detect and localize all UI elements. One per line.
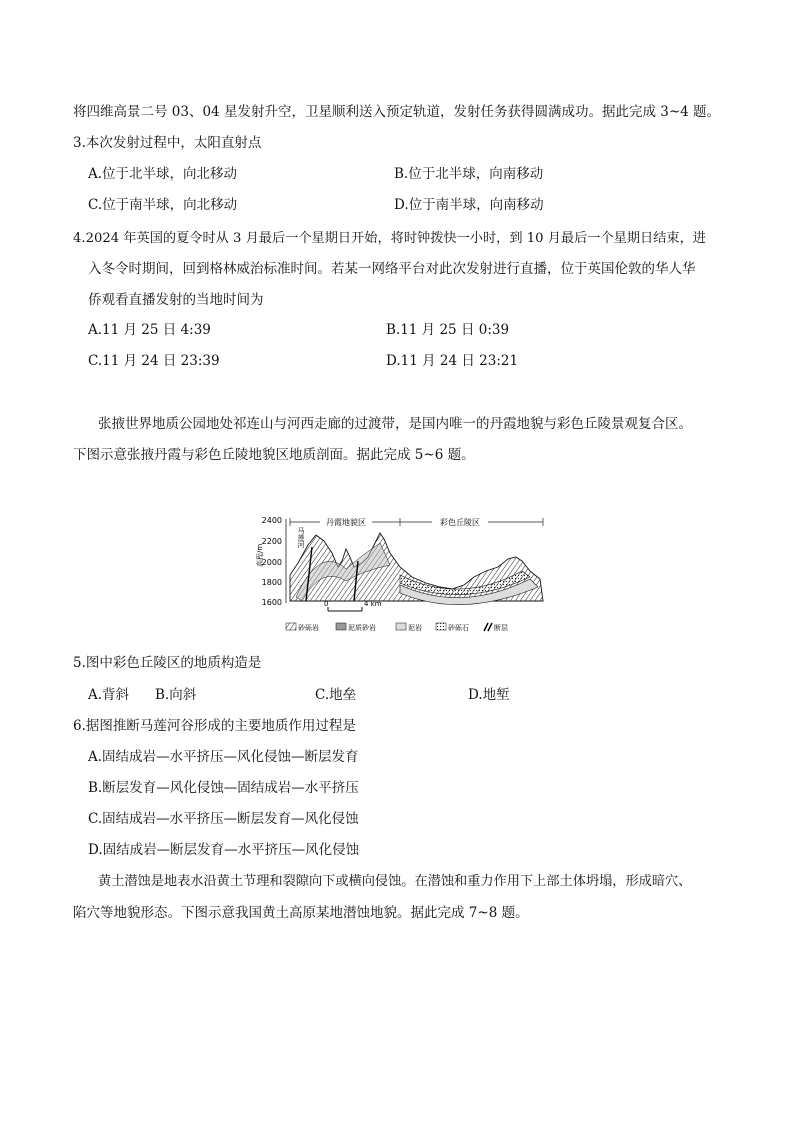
option-c: C.11 月 24 日 23:39: [88, 353, 220, 369]
question-stem-line-3: 侨观看直播发射的当地时间为: [88, 292, 264, 308]
question-stem: 3.本次发射过程中，太阳直射点: [73, 135, 262, 151]
y-tick-label: 1800: [261, 578, 282, 587]
intro-line-1: 黄土潜蚀是地表水沿黄土节理和裂隙向下或横向侵蚀。在潜蚀和重力作用下上部土体坍塌，形成暗穴、: [98, 874, 692, 889]
option-c: C.地垒: [315, 687, 357, 703]
option-b: B.向斜: [155, 687, 197, 703]
legend-label: 断层: [494, 624, 508, 632]
question-stem-line-2: 入冬令时期间，回到格林威治标准时间。若某一网络平台对此次发射进行直播，位于英国伦敦的华人华: [88, 261, 696, 277]
geologic-profile-figure: [250, 505, 550, 635]
option-b: B.断层发育—风化侵蚀—固结成岩—水平挤压: [88, 780, 359, 796]
option-b: B.位于北半球，向南移动: [394, 166, 544, 182]
scale-label-zero: 0: [324, 600, 329, 608]
option-a: A.11 月 25 日 4:39: [88, 322, 211, 338]
y-tick-label: 2200: [261, 537, 282, 546]
region-label-colorful-hills: 彩色丘陵区: [440, 518, 480, 527]
option-d: D.固结成岩—断层发育—水平挤压—风化侵蚀: [88, 842, 360, 858]
question-stem-line-1: 4.2024 年英国的夏令时从 3 月最后一个星期日开始，将时钟拨快一小时，到 10 月最后一个星期日结束，进: [73, 231, 706, 246]
scale-label-distance: 4 km: [364, 600, 382, 608]
y-tick-label: 1600: [261, 598, 282, 607]
option-a: A.固结成岩—水平挤压—风化侵蚀—断层发育: [88, 749, 359, 765]
region-label-danxia: 丹霞地貌区: [326, 518, 366, 527]
y-tick-label: 2400: [261, 516, 282, 525]
legend: [286, 623, 508, 632]
option-d: D.11 月 24 日 23:21: [386, 353, 519, 369]
legend-label: 泥岩: [408, 624, 422, 632]
option-c: C.固结成岩—水平挤压—断层发育—风化侵蚀: [88, 811, 359, 827]
question-stem: 6.据图推断马莲河谷形成的主要地质作用过程是: [73, 718, 356, 734]
option-d: D.地堑: [468, 687, 510, 703]
intro-line-2: 下图示意张掖丹霞与彩色丘陵地貌区地质剖面。据此完成 5~6 题。: [73, 447, 475, 463]
river-label: 马莲河: [297, 527, 305, 548]
question-stem: 5.图中彩色丘陵区的地质构造是: [73, 655, 262, 671]
option-a: A.位于北半球，向北移动: [88, 166, 238, 182]
intro-text: 将四维高景二号 03、04 星发射升空，卫星顺利送入预定轨道，发射任务获得圆满成功。据此完成 3~4 题。: [73, 104, 721, 120]
intro-line-2: 陷穴等地貌形态。下图示意我国黄土高原某地潜蚀地貌。据此完成 7~8 题。: [73, 905, 529, 921]
legend-label: 泥质砂岩: [348, 624, 376, 632]
option-c: C.位于南半球，向北移动: [88, 197, 238, 213]
option-b: B.11 月 25 日 0:39: [386, 322, 510, 338]
y-axis-label: 高程/m: [256, 543, 264, 567]
intro-line-1: 张掖世界地质公园地处祁连山与河西走廊的过渡带，是国内唯一的丹霞地貌与彩色丘陵景观复合区。: [98, 416, 692, 432]
option-a: A.背斜: [88, 687, 130, 703]
y-tick-label: 2000: [261, 558, 282, 567]
option-d: D.位于南半球，向南移动: [394, 197, 544, 213]
legend-label: 砂砾石: [448, 624, 469, 632]
legend-label: 砂砾岩: [298, 624, 319, 632]
